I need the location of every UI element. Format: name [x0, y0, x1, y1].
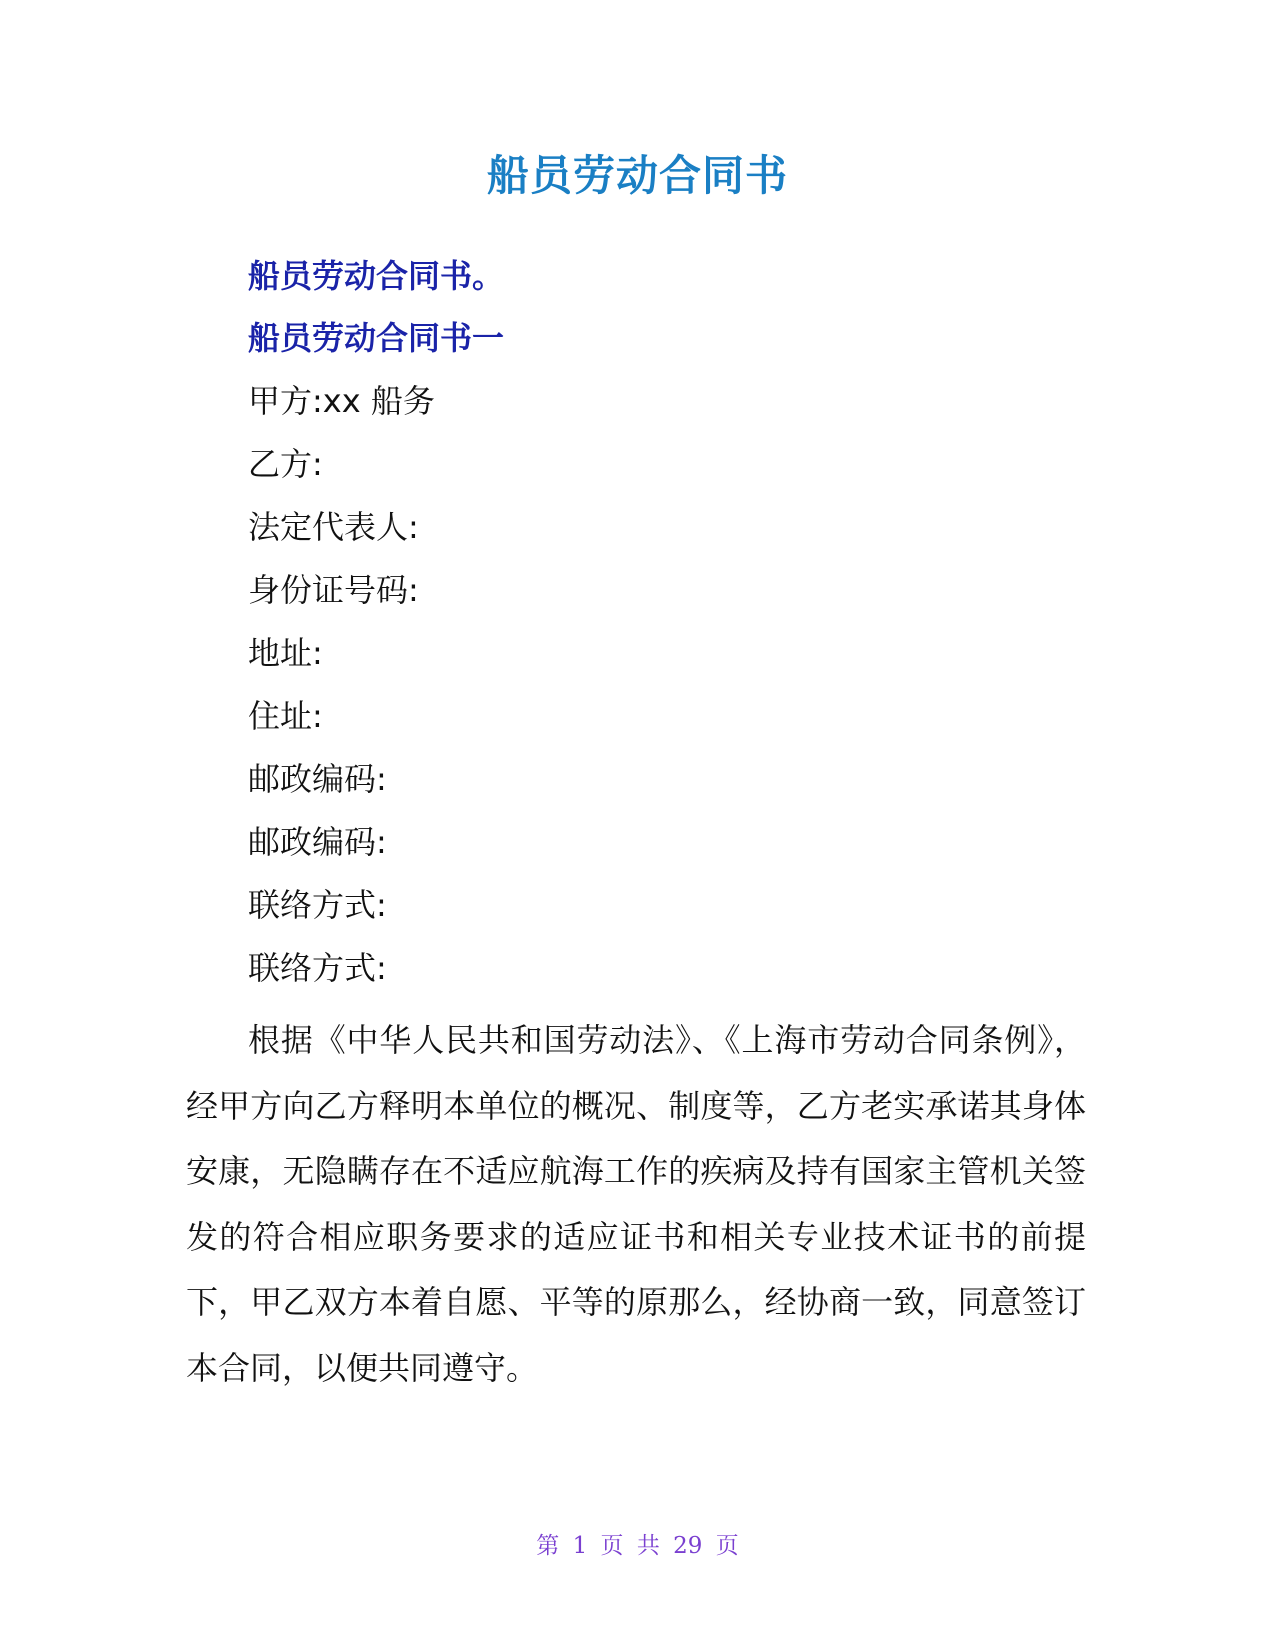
section-heading-2: 船员劳动合同书一 [248, 319, 505, 357]
page-number-footer: 第 1 页 共 29 页 [536, 1533, 739, 1559]
field-postal-code-b: 邮政编码: [248, 823, 387, 861]
field-party-b: 乙方: [248, 445, 323, 483]
contract-preamble-paragraph: 根据《中华人民共和国劳动法》、《上海市劳动合同条例》，经甲方向乙方释明本单位的概况、制度等，乙方老实承诺其身体安康，无隐瞒存在不适应航海工作的疾病及持有国家主管机关签发的符合相应职务要求的适应证书和相关专业技术证书的前提下，甲乙双方本着自愿、平等的原那么，经协商一致，同意签订本合同，以便共同遵守。 [186, 1021, 1086, 1387]
field-postal-code-a: 邮政编码: [248, 760, 387, 798]
field-contact-a: 联络方式: [248, 886, 387, 924]
field-residence: 住址: [248, 697, 323, 735]
field-party-a: 甲方:xx 船务 [248, 382, 435, 420]
field-address: 地址: [248, 634, 323, 672]
section-heading-1: 船员劳动合同书。 [248, 257, 505, 295]
field-contact-b: 联络方式: [248, 949, 387, 987]
field-id-number: 身份证号码: [248, 571, 419, 609]
document-title: 船员劳动合同书 [486, 151, 788, 200]
field-legal-representative: 法定代表人: [248, 508, 419, 546]
